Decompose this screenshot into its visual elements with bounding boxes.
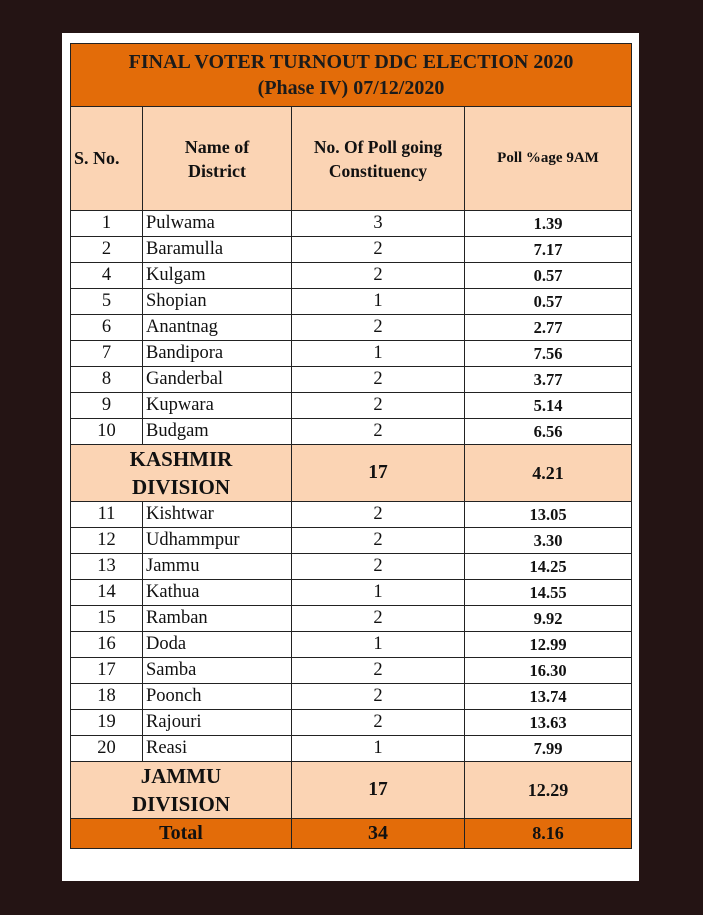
table-body — [71, 211, 632, 849]
table-row — [71, 736, 632, 762]
table-row — [71, 684, 632, 710]
poll-percentage-cell: 3.77 — [465, 367, 632, 393]
header-district-line-1: Name of — [184, 136, 250, 157]
constituency-count-cell: 2 — [292, 263, 465, 289]
header-constituency — [292, 107, 465, 211]
serial-number-cell: 14 — [71, 580, 143, 606]
poll-percentage-cell: 13.74 — [465, 684, 632, 710]
division-label-cell — [71, 762, 292, 819]
district-name-cell: Kulgam — [143, 263, 292, 289]
header-district-line-2: District — [188, 160, 246, 181]
poll-percentage-cell: 7.56 — [465, 341, 632, 367]
table-row — [71, 580, 632, 606]
poll-percentage-cell: 2.77 — [465, 315, 632, 341]
district-name-cell: Udhammpur — [143, 528, 292, 554]
constituency-count-cell: 2 — [292, 315, 465, 341]
division-label-line-1: JAMMU — [140, 764, 222, 788]
division-label-line-2: DIVISION — [131, 792, 231, 816]
header-poll-percentage: Poll %age 9AM — [465, 107, 632, 211]
district-name-cell: Poonch — [143, 684, 292, 710]
constituency-count-cell: 2 — [292, 367, 465, 393]
table-row — [71, 211, 632, 237]
poll-percentage-cell: 13.63 — [465, 710, 632, 736]
constituency-count-cell: 1 — [292, 289, 465, 315]
serial-number-cell: 11 — [71, 502, 143, 528]
constituency-count-cell: 2 — [292, 606, 465, 632]
serial-number-cell: 20 — [71, 736, 143, 762]
district-name-cell: Bandipora — [143, 341, 292, 367]
district-name-cell: Budgam — [143, 419, 292, 445]
division-constituency-count: 17 — [292, 762, 465, 819]
poll-percentage-cell: 0.57 — [465, 263, 632, 289]
table-row — [71, 502, 632, 528]
poll-percentage-cell: 6.56 — [465, 419, 632, 445]
total-label: Total — [71, 819, 292, 849]
poll-percentage-cell: 5.14 — [465, 393, 632, 419]
header-constituency-line-2: Constituency — [328, 160, 428, 181]
constituency-count-cell: 1 — [292, 341, 465, 367]
district-name-cell: Kishtwar — [143, 502, 292, 528]
table-row — [71, 710, 632, 736]
district-name-cell: Kupwara — [143, 393, 292, 419]
constituency-count-cell: 2 — [292, 237, 465, 263]
constituency-count-cell: 1 — [292, 736, 465, 762]
serial-number-cell: 12 — [71, 528, 143, 554]
kashmir-division-row — [71, 445, 632, 502]
constituency-count-cell: 2 — [292, 393, 465, 419]
district-name-cell: Doda — [143, 632, 292, 658]
district-name-cell: Pulwama — [143, 211, 292, 237]
serial-number-cell: 10 — [71, 419, 143, 445]
constituency-count-cell: 2 — [292, 554, 465, 580]
constituency-count-cell: 2 — [292, 528, 465, 554]
poll-percentage-cell: 14.55 — [465, 580, 632, 606]
table-row — [71, 632, 632, 658]
division-poll-percentage: 12.29 — [465, 762, 632, 819]
district-name-cell: Ramban — [143, 606, 292, 632]
serial-number-cell: 5 — [71, 289, 143, 315]
voter-turnout-table — [70, 43, 632, 849]
district-name-cell: Baramulla — [143, 237, 292, 263]
poll-percentage-cell: 13.05 — [465, 502, 632, 528]
district-name-cell: Anantnag — [143, 315, 292, 341]
constituency-count-cell: 3 — [292, 211, 465, 237]
total-row — [71, 819, 632, 849]
constituency-count-cell: 2 — [292, 710, 465, 736]
table-row — [71, 263, 632, 289]
table-row — [71, 237, 632, 263]
poll-percentage-cell: 1.39 — [465, 211, 632, 237]
document-card — [62, 33, 639, 881]
district-name-cell: Jammu — [143, 554, 292, 580]
title-line-1: FINAL VOTER TURNOUT DDC ELECTION 2020 — [128, 51, 574, 73]
table-row — [71, 658, 632, 684]
serial-number-cell: 2 — [71, 237, 143, 263]
poll-percentage-cell: 0.57 — [465, 289, 632, 315]
table-row — [71, 528, 632, 554]
serial-number-cell: 9 — [71, 393, 143, 419]
total-constituency-count: 34 — [292, 819, 465, 849]
header-constituency-line-1: No. Of Poll going — [313, 136, 443, 157]
constituency-count-cell: 2 — [292, 502, 465, 528]
poll-percentage-cell: 7.17 — [465, 237, 632, 263]
poll-percentage-cell: 7.99 — [465, 736, 632, 762]
poll-percentage-cell: 14.25 — [465, 554, 632, 580]
serial-number-cell: 1 — [71, 211, 143, 237]
division-label-line-2: DIVISION — [131, 475, 231, 499]
poll-percentage-cell: 16.30 — [465, 658, 632, 684]
district-name-cell: Shopian — [143, 289, 292, 315]
serial-number-cell: 13 — [71, 554, 143, 580]
table-row — [71, 554, 632, 580]
division-label-cell — [71, 445, 292, 502]
division-label-line-1: KASHMIR — [129, 447, 233, 471]
serial-number-cell: 18 — [71, 684, 143, 710]
table-row — [71, 289, 632, 315]
division-poll-percentage: 4.21 — [465, 445, 632, 502]
table-row — [71, 606, 632, 632]
table-row — [71, 393, 632, 419]
jammu-division-row — [71, 762, 632, 819]
division-constituency-count: 17 — [292, 445, 465, 502]
poll-percentage-cell: 9.92 — [465, 606, 632, 632]
serial-number-cell: 15 — [71, 606, 143, 632]
constituency-count-cell: 2 — [292, 658, 465, 684]
title-line-2: (Phase IV) 07/12/2020 — [257, 77, 445, 99]
constituency-count-cell: 2 — [292, 684, 465, 710]
header-district — [143, 107, 292, 211]
district-name-cell: Reasi — [143, 736, 292, 762]
serial-number-cell: 6 — [71, 315, 143, 341]
table-row — [71, 341, 632, 367]
header-sno: S. No. — [71, 107, 143, 211]
table-row — [71, 315, 632, 341]
constituency-count-cell: 1 — [292, 632, 465, 658]
poll-percentage-cell: 3.30 — [465, 528, 632, 554]
serial-number-cell: 16 — [71, 632, 143, 658]
serial-number-cell: 19 — [71, 710, 143, 736]
table-row — [71, 419, 632, 445]
serial-number-cell: 17 — [71, 658, 143, 684]
poll-percentage-cell: 12.99 — [465, 632, 632, 658]
district-name-cell: Samba — [143, 658, 292, 684]
serial-number-cell: 4 — [71, 263, 143, 289]
constituency-count-cell: 2 — [292, 419, 465, 445]
table-title — [71, 44, 632, 107]
total-poll-percentage: 8.16 — [465, 819, 632, 849]
district-name-cell: Kathua — [143, 580, 292, 606]
district-name-cell: Rajouri — [143, 710, 292, 736]
constituency-count-cell: 1 — [292, 580, 465, 606]
table-row — [71, 367, 632, 393]
serial-number-cell: 8 — [71, 367, 143, 393]
serial-number-cell: 7 — [71, 341, 143, 367]
district-name-cell: Ganderbal — [143, 367, 292, 393]
